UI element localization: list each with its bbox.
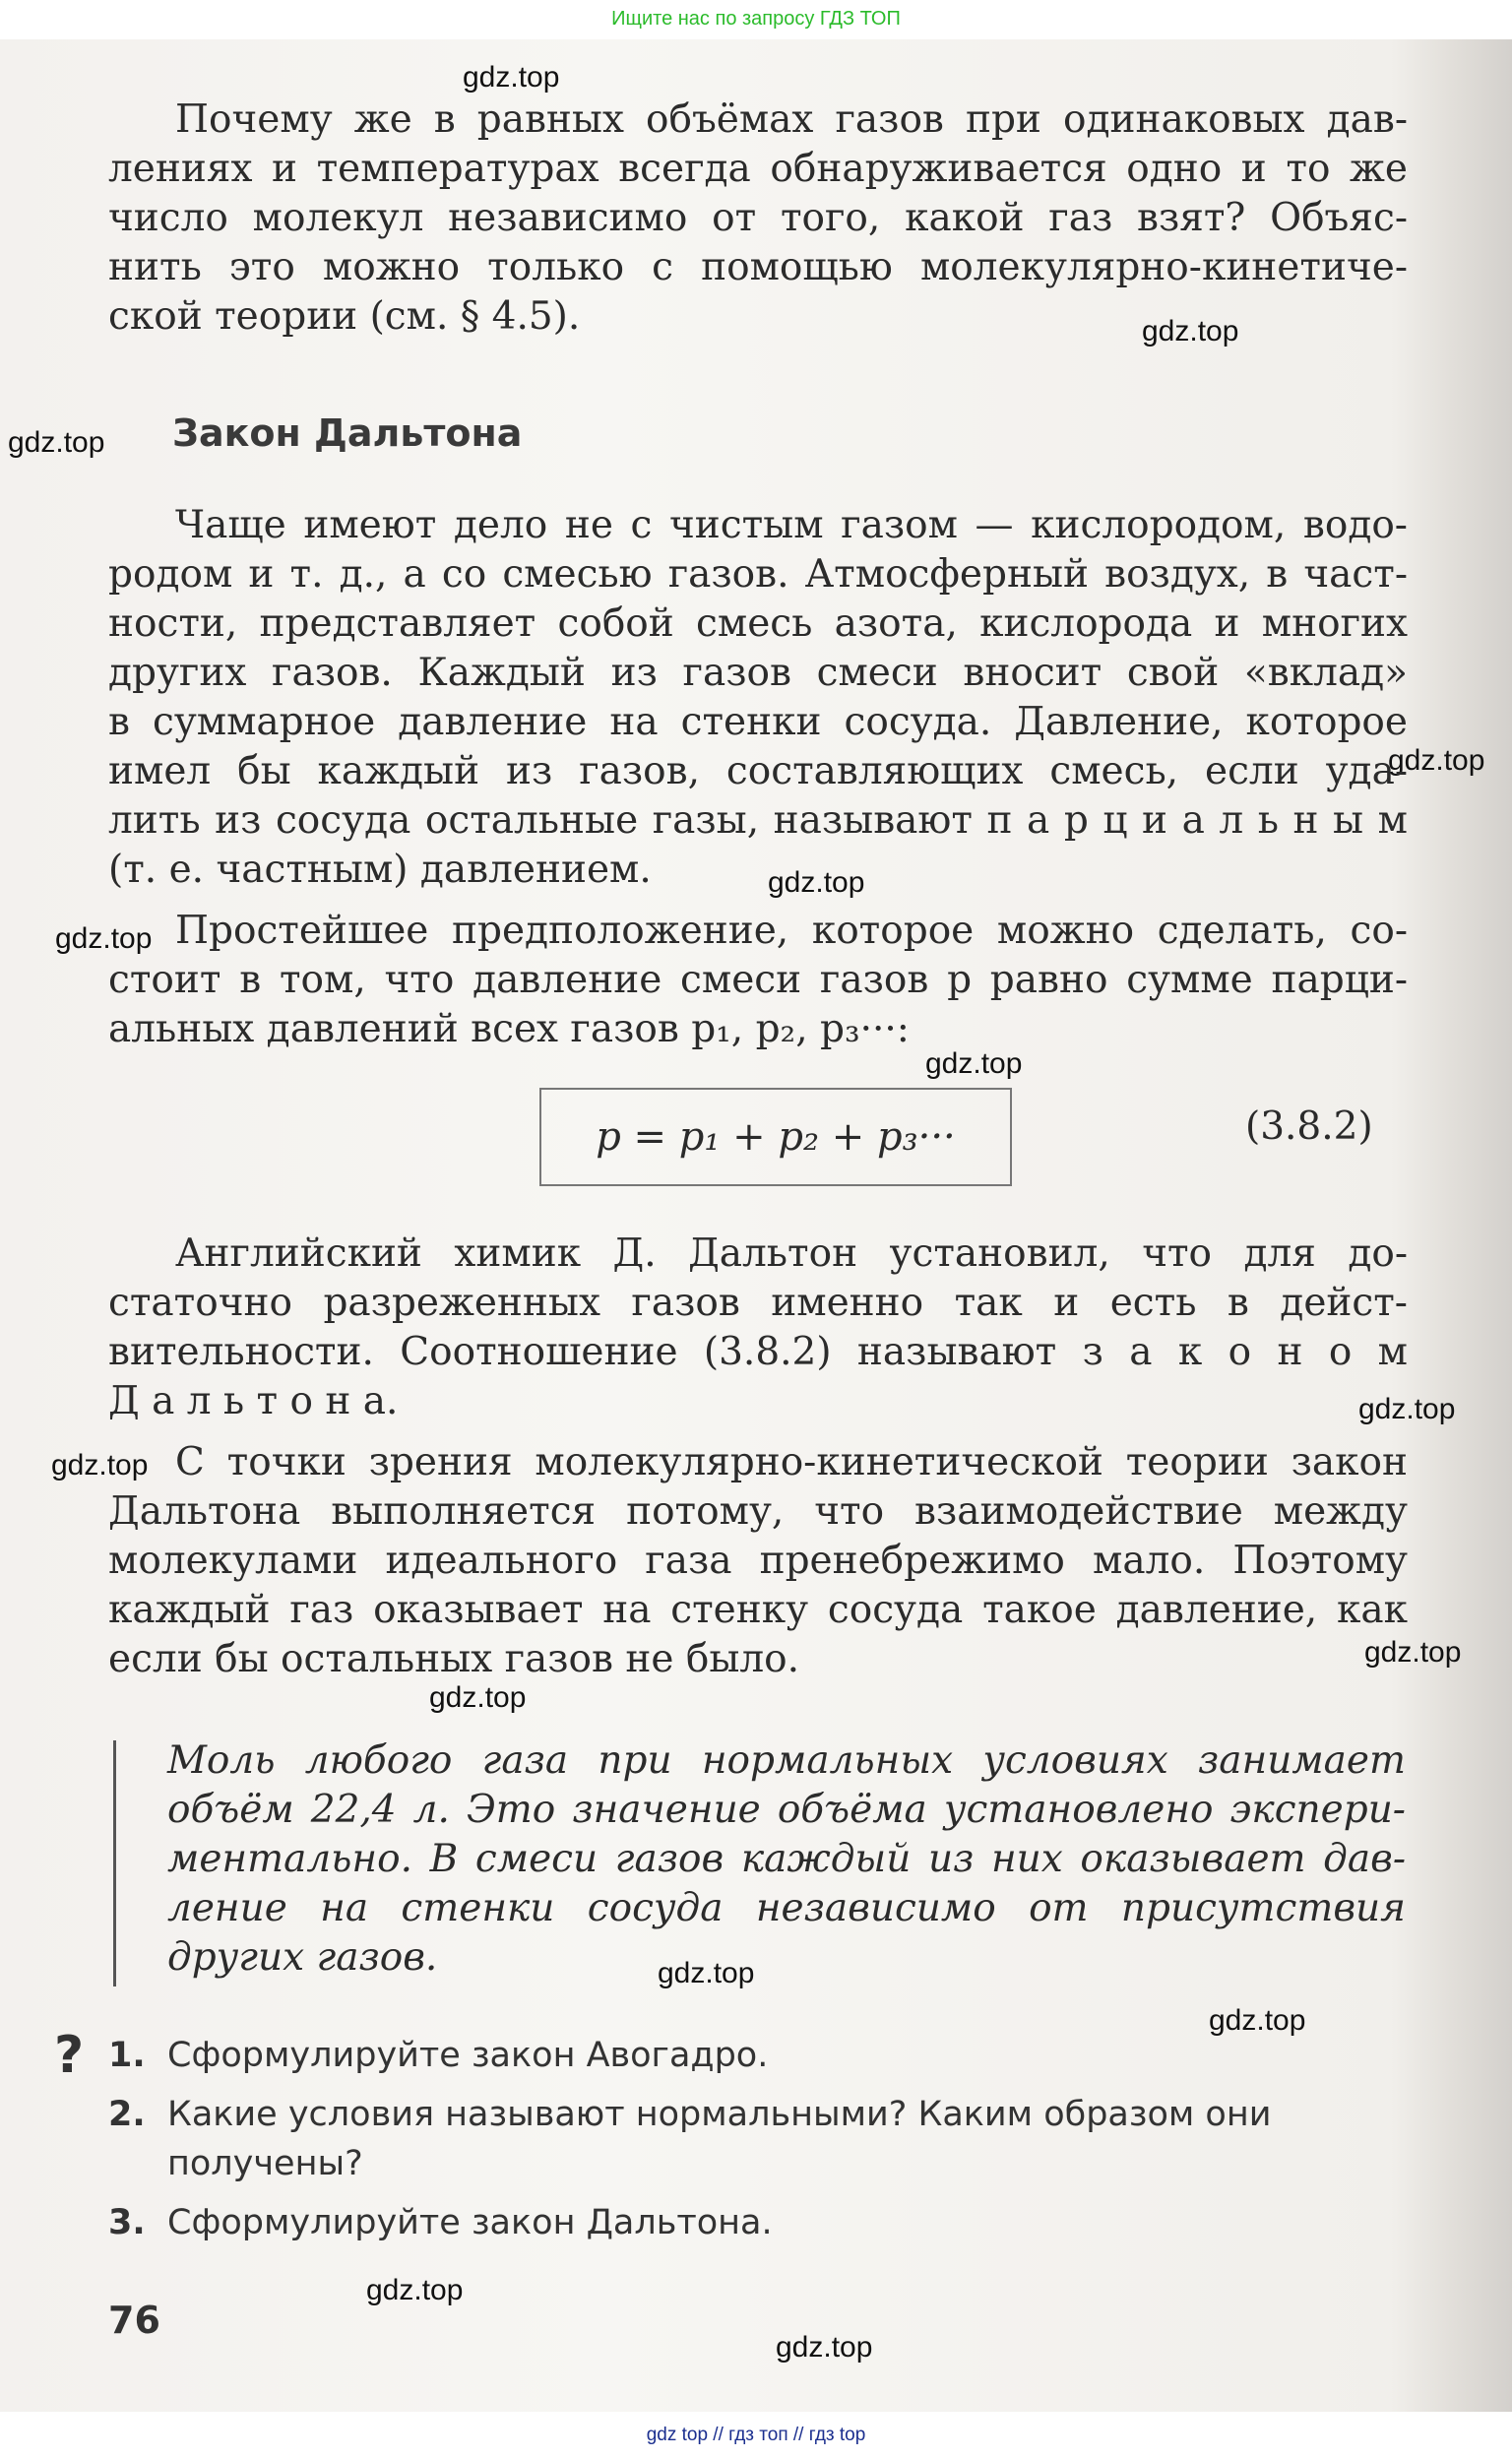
question-text: получены? xyxy=(167,2144,363,2183)
top-banner[interactable]: Ищите нас по запросу ГДЗ ТОП xyxy=(611,8,901,30)
formula-number: (3.8.2) xyxy=(1245,1104,1373,1149)
text-line: вительности. Соотношение (3.8.2) называют з а к о н о м xyxy=(108,1330,1408,1374)
text-line: молекулами идеального газа пренебрежимо мало. Поэтому xyxy=(108,1539,1408,1583)
question-number: 3. xyxy=(108,2203,146,2242)
summary-line: других газов. xyxy=(167,1935,438,1980)
text-line: каждый газ оказывает на стенку сосуда такое давление, как xyxy=(108,1588,1408,1632)
question-number: 1. xyxy=(108,2036,146,2075)
watermark: gdz.top xyxy=(55,922,153,955)
watermark: gdz.top xyxy=(429,1681,527,1714)
text-line: имел бы каждый из газов, составляющих смесь, если уда- xyxy=(108,749,1408,793)
text-line: нить это можно только с помощью молекулярно-кинетиче- xyxy=(108,245,1408,289)
watermark: gdz.top xyxy=(463,61,560,94)
text-line: статочно разреженных газов именно так и есть в дейст- xyxy=(108,1281,1408,1325)
watermark: gdz.top xyxy=(768,866,865,899)
text-line: число молекул независимо от того, какой газ взят? Объяс- xyxy=(108,196,1408,240)
text-line: Почему же в равных объёмах газов при одинаковых дав- xyxy=(175,97,1408,142)
text-line: Чаще имеют дело не с чистым газом — кислородом, водо- xyxy=(175,503,1408,547)
question-icon: ? xyxy=(54,2026,85,2085)
watermark: gdz.top xyxy=(1364,1636,1462,1669)
watermark: gdz.top xyxy=(1358,1393,1456,1425)
watermark: gdz.top xyxy=(1142,315,1239,347)
watermark: gdz.top xyxy=(8,426,105,459)
watermark: gdz.top xyxy=(1209,2004,1306,2037)
question-number: 2. xyxy=(108,2095,146,2134)
section-heading: Закон Дальтона xyxy=(172,411,523,455)
watermark: gdz.top xyxy=(1388,744,1485,777)
text-line: ской теории (см. § 4.5). xyxy=(108,294,581,339)
question-text: Сформулируйте закон Авогадро. xyxy=(167,2036,769,2075)
text-line: в суммарное давление на стенки сосуда. Давление, которое xyxy=(108,700,1408,744)
text-line: Дальтона выполняется потому, что взаимодействие между xyxy=(108,1489,1408,1534)
text-line: Простейшее предположение, которое можно сделать, со- xyxy=(175,909,1408,953)
watermark: gdz.top xyxy=(51,1449,149,1482)
formula: p = p₁ + p₂ + p₃··· xyxy=(596,1114,956,1160)
summary-bar xyxy=(113,1740,116,1986)
text-line: лить из сосуда остальные газы, называют п а р ц и а л ь н ы м xyxy=(108,798,1408,843)
text-line: (т. е. частным) давлением. xyxy=(108,848,652,892)
page-number: 76 xyxy=(108,2299,160,2342)
text-line: других газов. Каждый из газов смеси вносит свой «вклад» xyxy=(108,651,1408,695)
text-line: С точки зрения молекулярно-кинетической теории закон xyxy=(175,1440,1408,1484)
summary-line: объём 22,4 л. Это значение объёма установлено экспери- xyxy=(167,1788,1406,1832)
summary-line: Моль любого газа при нормальных условиях занимает xyxy=(167,1738,1406,1783)
text-line: стоит в том, что давление смеси газов p равно сумме парци- xyxy=(108,958,1408,1002)
summary-line: ментально. В смеси газов каждый из них оказывает дав- xyxy=(167,1837,1406,1881)
text-line: Английский химик Д. Дальтон установил, что для до- xyxy=(175,1231,1408,1276)
watermark: gdz.top xyxy=(366,2274,464,2306)
text-line: родом и т. д., а со смесью газов. Атмосферный воздух, в част- xyxy=(108,552,1408,597)
text-line: лениях и температурах всегда обнаруживается одно и то же xyxy=(108,147,1408,191)
bottom-banner[interactable]: gdz top // гдз топ // гдз top xyxy=(646,2425,866,2445)
question-text: Какие условия называют нормальными? Каким образом они xyxy=(167,2095,1272,2134)
question-text: Сформулируйте закон Дальтона. xyxy=(167,2203,773,2242)
summary-line: ление на стенки сосуда независимо от присутствия xyxy=(167,1886,1406,1930)
text-line: ности, представляет собой смесь азота, кислорода и многих xyxy=(108,601,1408,646)
text-line: Д а л ь т о н а. xyxy=(108,1379,399,1423)
watermark: gdz.top xyxy=(776,2331,873,2364)
watermark: gdz.top xyxy=(925,1047,1023,1080)
watermark: gdz.top xyxy=(658,1957,755,1989)
text-line: если бы остальных газов не было. xyxy=(108,1637,800,1681)
text-line: альных давлений всех газов p₁, p₂, p₃···: xyxy=(108,1007,910,1051)
